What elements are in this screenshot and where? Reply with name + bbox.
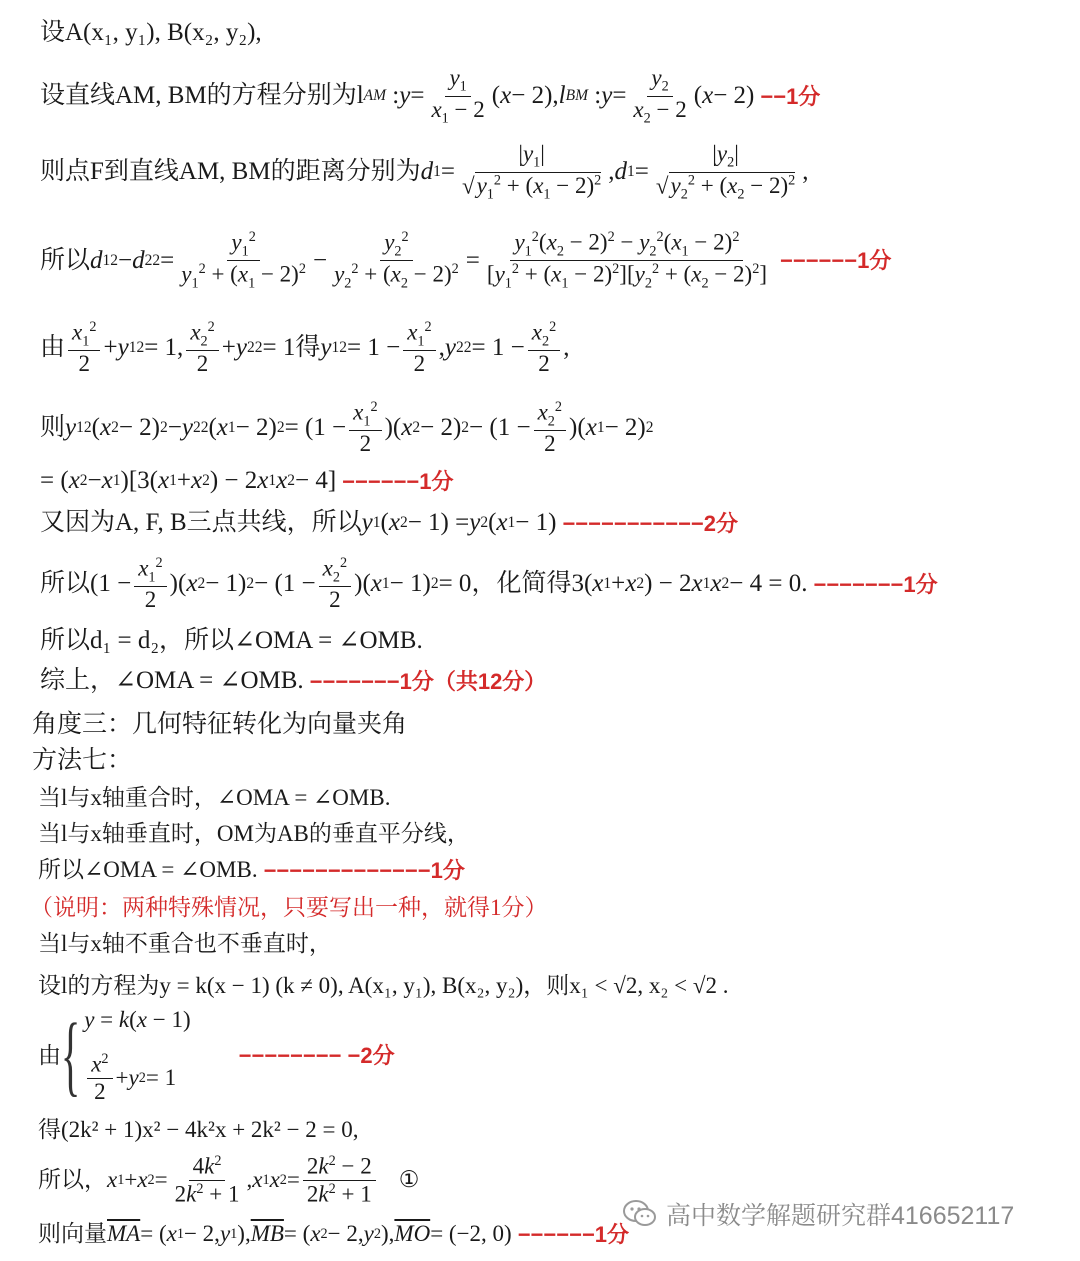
line-16 [38, 974, 728, 998]
line-4: 所以 d 1 2 − d 2 2 = $\frac{y_1^2}{y_1^2 + (x_1 - 2)^2}$ − $\frac{y_2^2}{y_2^2 + (x_2 - 2)^2}$ = $\frac{y_1^2(x_2 - 2)^2 - y_2^2(x_1 - 2)^2}{[y_1^2 + (x_1 - 2)^2][y_2^2 + (x_2 - 2)^2]}$ −−−−−−1分 [40, 229, 892, 292]
watermark-text: 高中数学解题研究群416652117 [666, 1202, 1015, 1230]
line-8: 又因为A, F, B三点共线，所以 y 1 ( x 2 − 1) = y 2 ( x 1 − 1) −−−−−−−−−−−2分 [40, 509, 739, 536]
fraction: $\frac{x_2^2}{2}$ [534, 400, 566, 456]
fraction: $\frac{y_1^2}{y_1^2 + (x_1 - 2)^2}$ [181, 229, 306, 292]
note [30, 896, 548, 920]
line-13 [38, 822, 470, 846]
line-9-text: 所以 [40, 570, 91, 598]
line-14 [38, 858, 465, 882]
line-10-text: 所以d₁ = d₂，所以∠OMA = ∠OMB. [40, 627, 423, 654]
line-18-text: 得(2k² + 1)x² − 4k²x + 2k² − 2 = 0, [38, 1117, 359, 1142]
line-2-text: 设直线AM, BM的方程分别为l [40, 81, 364, 109]
fraction: $\frac{x_1^2}{2}$ [134, 556, 166, 612]
line-17 [38, 1008, 395, 1104]
line-1 [40, 20, 262, 46]
score-mark: −−1分 [760, 83, 821, 109]
line-8-text: 又因为A, F, B三点共线，所以 [40, 509, 362, 536]
fraction: $\frac{y_1}{x_1 - 2}$ [431, 65, 485, 127]
line-14-text: 所以∠OMA = ∠OMB. [38, 857, 258, 882]
line-7: = ( x 2 − x 1 )[3( x 1 + x 2 ) − 2 x 1 x 2 − 4] −−−−−−1分 [40, 467, 454, 494]
line-9: 所以 (1 − $\frac{x_1^2}{2}$ )( x 2 − 1) 2 − (1 − $\frac{x_2^2}{2}$ )( x 1 − 1) 2 = 0 ，化简得 3( x 1 + x 2 ) − 2 x 1 x 2 − 4 = 0. −−−−−−−1分 [40, 555, 938, 613]
line-6-text: 则 [40, 414, 66, 442]
fraction: $\frac{x_1^2}{2}$ [349, 400, 381, 456]
method-heading [32, 748, 132, 774]
section-heading-text: 角度三：几何特征转化为向量夹角 [32, 711, 408, 738]
score-mark: −−−−−−1分 [342, 468, 454, 494]
fraction: $\frac{2k^2 - 2}{2k^2 + 1}$ [303, 1154, 376, 1207]
line-20-text: 则向量 [38, 1221, 107, 1246]
equation-system: y = k(x − 1) $\frac{x^2}{2}$ + y 2 = 1 [84, 1007, 191, 1104]
line-5-mid: 得 [295, 334, 321, 362]
line-17-text: 由 [38, 1042, 61, 1068]
line-10 [40, 628, 423, 654]
line-12-text: 当l与x轴重合时，∠OMA = ∠OMB. [38, 785, 391, 810]
line-3-text: 则点F到直线AM, BM的距离分别为 [40, 158, 421, 186]
fraction: $\frac{4k^2}{2k^2 + 1}$ [174, 1153, 240, 1207]
fraction: $\frac{x_2^2}{2}$ [186, 320, 218, 376]
fraction: $\frac{y_2}{x_2 - 2}$ [633, 65, 687, 127]
line-4-text: 所以 [40, 246, 91, 274]
line-18 [38, 1118, 359, 1142]
fraction: $\frac{x_1^2}{2}$ [68, 320, 100, 376]
line-6: 则 y 1 2 ( x 2 − 2) 2 − y 2 2 ( x 1 − 2) 2 = (1 − $\frac{x_1^2}{2}$ )( x 2 − 2) 2 − (1 − $\frac{x_2^2}{2}$ )( x 1 − 2) 2 [40, 399, 654, 457]
line-11-text: 综上，∠OMA = ∠OMB. [40, 667, 304, 694]
score-mark: −−−−−−−1分 [813, 571, 938, 597]
line-13-text: 当l与x轴垂直时，OM为AB的垂直平分线， [38, 821, 470, 846]
fraction: $\frac{y_1^2(x_2 - 2)^2 - y_2^2(x_1 - 2)^2}{[y_1^2 + (x_1 - 2)^2][y_2^2 + (x_2 - 2)^2]}$ [486, 229, 767, 292]
fraction: $\frac{|y_2|}{√y_2^2 + (x_2 - 2)^2}$ [655, 141, 796, 203]
line-12 [38, 786, 390, 810]
section-heading [32, 712, 407, 738]
line-5-text: 由 [40, 334, 66, 362]
line-11 [40, 668, 546, 694]
score-mark: −−−−−−1分 [780, 248, 892, 274]
score-mark: −−−−−−−− −2分 [238, 1043, 395, 1069]
note-text: （说明：两种特殊情况，只要写出一种，就得1分） [30, 895, 548, 920]
line-2: 设直线AM, BM的方程分别为l AM : y = $\frac{y_1}{x_1 - 2}$ ( x − 2), l BM : y = $\frac{y_2}{x_2 - 2}$ ( x − 2) −−1分 [40, 65, 821, 127]
fraction: $\frac{y_2^2}{y_2^2 + (x_2 - 2)^2}$ [334, 229, 459, 292]
line-1-text: 设A(x₁, y₁), B(x₂, y₂), [40, 19, 262, 46]
line-19: 所以， x 1 + x 2 = $\frac{4k^2}{2k^2 + 1}$ , x 1 x 2 = $\frac{2k^2 - 2}{2k^2 + 1}$ ① [38, 1153, 420, 1207]
line-16-text: 设l的方程为y = k(x − 1) (k ≠ 0), A(x₁, y₁), B(x₂, y₂)，则x₁ < √2, x₂ < √2 . [38, 973, 729, 998]
score-mark: −−−−−−−−−−−2分 [562, 510, 739, 536]
line-19-text: 所以， [38, 1167, 107, 1193]
score-mark: −−−−−−1分 [517, 1221, 630, 1247]
line-20: 则向量 $\overline{MA}$ = ( x 1 − 2, y 1 ), $\overline{MB}$ = ( x 2 − 2, y 2 ), $\overline{MO}$ = (−2, 0) −−−−−−1分 [38, 1221, 630, 1247]
line-3: 则点F到直线AM, BM的距离分别为 d 1 = $\frac{|y_1|}{√y_1^2 + (x_1 - 2)^2}$ , d 1 = $\frac{|y_2|}{√y_2^2 + (x_2 - 2)^2}$ , [40, 141, 809, 203]
score-mark: −−−−−−−−−−−−−1分 [263, 857, 465, 883]
line-9-mid: ，化简得 [471, 570, 572, 598]
fraction: $\frac{|y_1|}{√y_1^2 + (x_1 - 2)^2}$ [461, 141, 602, 203]
line-15 [38, 932, 332, 956]
circled-number: ① [398, 1167, 420, 1193]
watermark [622, 1196, 1014, 1232]
fraction: $\frac{x_2^2}{2}$ [319, 556, 351, 612]
wechat-icon [622, 1199, 658, 1229]
score-mark: −−−−−−−1分（共12分） [309, 668, 547, 694]
fraction: $\frac{x_2^2}{2}$ [528, 320, 560, 376]
brace-icon: { [60, 1006, 81, 1105]
line-15-text: 当l与x轴不重合也不垂直时， [38, 931, 332, 956]
fraction: $\frac{x_1^2}{2}$ [403, 320, 435, 376]
method-heading-text: 方法七： [32, 747, 133, 774]
line-5: 由 $\frac{x_1^2}{2}$ + y 1 2 = 1, $\frac{x_2^2}{2}$ + y 2 2 = 1 得 y 1 2 = 1 − $\frac{x_1^2}{2}$ , y 2 2 = 1 − $\frac{x_2^2}{2}$ , [40, 319, 570, 377]
